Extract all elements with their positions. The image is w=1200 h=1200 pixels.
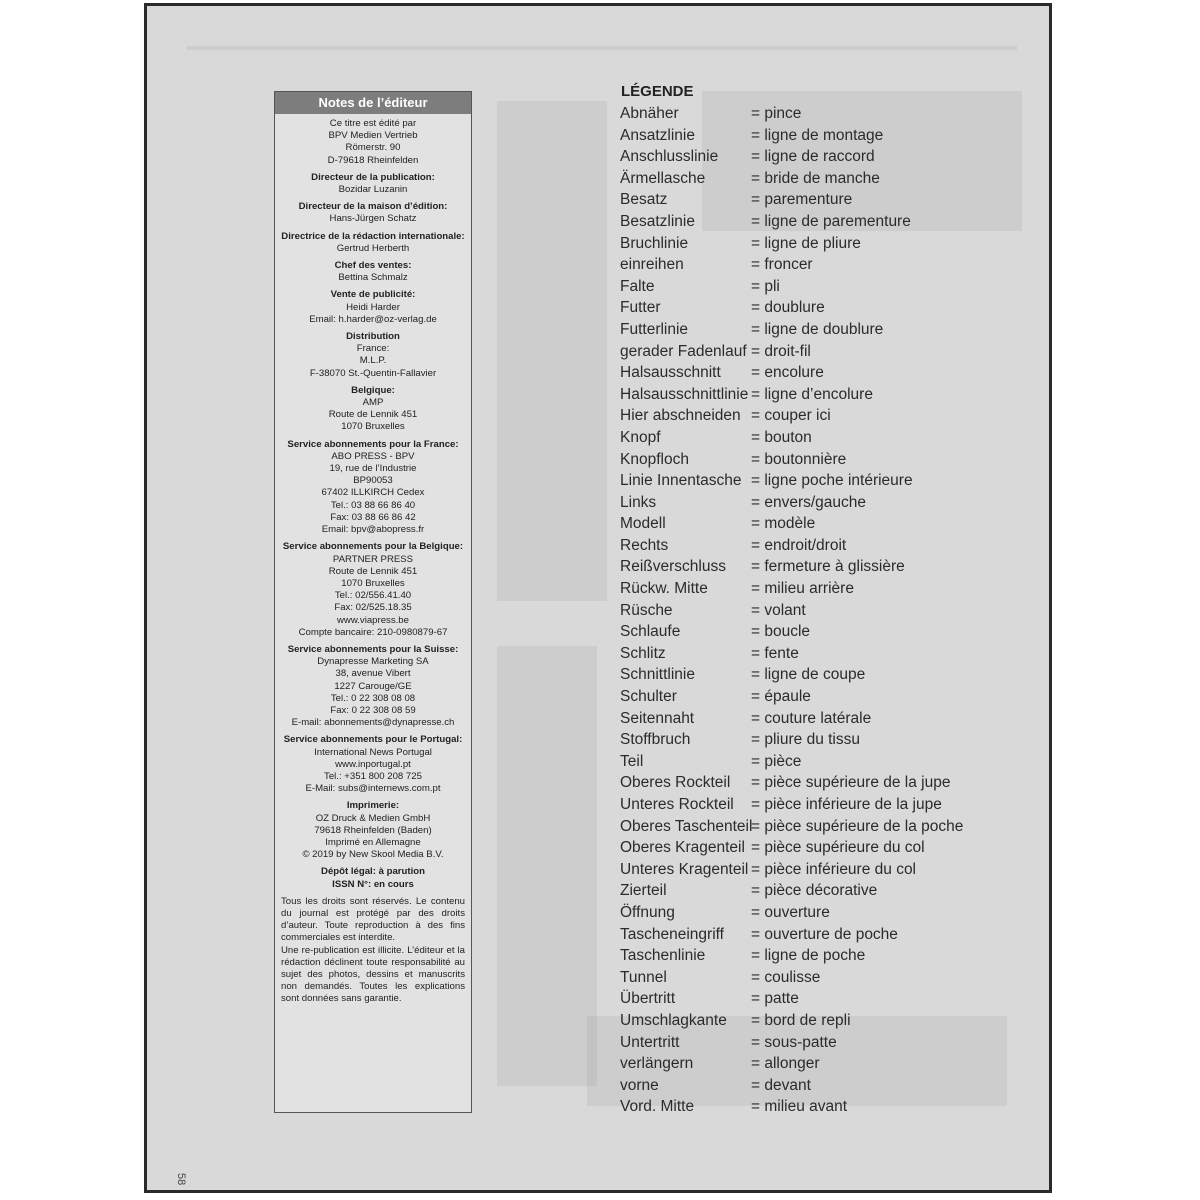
legend-entry <box>620 643 1040 665</box>
legend-term: Linie Innentasche <box>620 472 742 490</box>
notes-section <box>281 866 465 890</box>
legend-term: Rechts <box>620 536 669 554</box>
legend-translation: = ligne de doublure <box>751 320 884 338</box>
legend-entry <box>620 362 1040 384</box>
notes-section-line: Email: h.harder@oz-verlag.de <box>309 313 437 325</box>
legend-translation: = milieu avant <box>751 1098 848 1116</box>
notes-section-title: Directrice de la rédaction internationale: <box>281 230 465 242</box>
legend-term: gerader Fadenlauf <box>620 342 747 360</box>
notes-section-line: 1227 Carouge/GE <box>334 680 412 692</box>
legend-term: Öffnung <box>620 903 675 921</box>
legend-entry <box>620 125 1040 147</box>
notes-section-line: Ce titre est édité par <box>329 118 417 129</box>
legend-term: Tascheneingriff <box>620 925 724 943</box>
legend-entry <box>620 729 1040 751</box>
notes-section <box>281 734 465 795</box>
legend-term: Besatzlinie <box>620 212 695 230</box>
notes-section-line: Gertrud Herberth <box>336 242 410 254</box>
notes-section <box>281 800 465 861</box>
notes-section-line: Imprimé en Allemagne <box>325 836 421 848</box>
legend-list <box>620 103 1040 1118</box>
notes-section-line: www.inportugal.pt <box>335 758 411 770</box>
rights-paragraph: Une re-publication est illicite. L’éditeur et la rédaction déclinent toute responsabilité au sujet des photos, dessins et manuscrits non demandés. Toutes les explications sont données sans garantie. <box>281 944 465 1005</box>
legend-translation: = allonger <box>751 1055 820 1073</box>
notes-section-line: E-Mail: subs@internews.com.pt <box>305 783 441 795</box>
notes-section-line: www.viapress.be <box>337 614 409 626</box>
legend-translation: = boucle <box>751 623 811 641</box>
notes-section <box>281 260 465 284</box>
notes-section-line: Hans-Jürgen Schatz <box>329 213 417 225</box>
notes-section-line: Route de Lennik 451 <box>328 409 418 421</box>
legend-entry <box>620 535 1040 557</box>
notes-section-title: Directeur de la publication: <box>311 171 435 183</box>
notes-section-line: 38, avenue Vibert <box>335 668 411 680</box>
notes-section-line: Fax: 02/525.18.35 <box>334 602 412 614</box>
notes-section-line: PARTNER PRESS <box>332 553 414 565</box>
legend-term: Unteres Rockteil <box>620 796 734 813</box>
legend-translation: = épaule <box>751 688 811 706</box>
magazine-page <box>144 3 1052 1193</box>
legend-term: Schulter <box>620 688 677 706</box>
editor-notes-header: Notes de l’éditeur <box>275 92 471 114</box>
legend-translation: = pièce décorative <box>751 882 878 900</box>
legend-term: Oberes Kragenteil <box>620 839 745 857</box>
legend-translation: = pièce supérieure de la jupe <box>751 774 951 792</box>
legend-term: Stoffbruch <box>620 731 691 749</box>
notes-section-line: Tel.: 03 88 66 86 40 <box>330 499 416 511</box>
legend-term: Besatz <box>620 191 668 209</box>
notes-section-line: BP90053 <box>353 475 393 487</box>
notes-section-line: Email: bpv@abopress.fr <box>321 524 425 536</box>
legend-entry <box>620 470 1040 492</box>
legend-entry <box>620 924 1040 946</box>
legend-term: Modell <box>620 515 666 533</box>
legend-translation: = ligne de poche <box>751 947 866 965</box>
legend-translation: = patte <box>751 990 799 1008</box>
notes-section-line: 67402 ILLKIRCH Cedex <box>321 487 425 499</box>
page-number: 58 <box>175 1173 187 1186</box>
legend-entry <box>620 449 1040 471</box>
legend-term: Ärmellasche <box>620 169 706 187</box>
legend-translation: = pli <box>751 277 780 295</box>
notes-section-title: Belgique: <box>351 384 395 396</box>
legend-term: Tunnel <box>620 968 667 986</box>
legend-entry <box>620 492 1040 514</box>
legend-translation: = ouverture de poche <box>751 925 898 943</box>
notes-section-line: Heidi Harder <box>346 301 400 313</box>
legend-term: einreihen <box>620 256 684 274</box>
notes-section-title: Imprimerie: <box>346 800 400 812</box>
legend-term: Knopfloch <box>620 450 689 468</box>
legend-term: Untertritt <box>620 1033 680 1051</box>
legend-entry <box>620 341 1040 363</box>
legend-term: Knopf <box>620 428 661 446</box>
notes-section-line: ABO PRESS - BPV <box>331 450 415 462</box>
legend-translation: = pièce supérieure du col <box>751 839 925 857</box>
legend-translation: = devant <box>751 1076 811 1094</box>
legend-term: Taschenlinie <box>620 947 706 965</box>
notes-section <box>281 172 465 196</box>
notes-section-line: ISSN N°: en cours <box>332 878 414 890</box>
legend-translation: = boutonnière <box>751 450 847 468</box>
notes-section-line: E-mail: abonnements@dynapresse.ch <box>291 717 455 729</box>
notes-section-title: Service abonnements pour la Belgique: <box>282 541 464 553</box>
notes-section-line: France: <box>356 343 390 355</box>
notes-section <box>281 331 465 380</box>
legend-entry <box>620 556 1040 578</box>
notes-section-line: Dépôt légal: à parution <box>321 866 425 878</box>
legend-term: Anschlusslinie <box>620 148 719 166</box>
legend-term: Falte <box>620 277 655 295</box>
legend-translation: = ligne d’encolure <box>751 385 873 403</box>
legend-translation: = pièce inférieure de la jupe <box>751 796 942 813</box>
legend-entry <box>620 297 1040 319</box>
legend-term: Übertritt <box>620 990 676 1008</box>
legend-term: Halsausschnitt <box>620 364 721 382</box>
legend-entry <box>620 513 1040 535</box>
legend-term: Halsausschnittlinie <box>620 385 749 403</box>
legend-translation: = doublure <box>751 299 825 317</box>
legend-translation: = fermeture à glissière <box>751 558 905 576</box>
legend-entry <box>620 233 1040 255</box>
legend-translation: = pièce supérieure de la poche <box>751 817 964 835</box>
legend-entry <box>620 664 1040 686</box>
legend-term: Schlitz <box>620 644 666 662</box>
notes-section-line: 1070 Bruxelles <box>341 577 405 589</box>
notes-section <box>281 385 465 434</box>
notes-section-title: Service abonnements pour la France: <box>287 438 459 450</box>
legend-term: Oberes Taschenteil <box>620 817 753 835</box>
legend-term: vorne <box>620 1076 659 1094</box>
legend-translation: = ligne de montage <box>751 126 884 144</box>
legend-term: Futterlinie <box>620 320 689 338</box>
notes-section-line: 19, rue de l’Industrie <box>329 463 417 475</box>
legend-entry <box>620 1053 1040 1075</box>
legend-translation: = ligne de parementure <box>751 212 911 230</box>
notes-section-title: Vente de publicité: <box>330 289 416 301</box>
legend-entry <box>620 319 1040 341</box>
legend-term: Vord. Mitte <box>620 1098 695 1116</box>
legend-translation: = sous-patte <box>751 1033 837 1051</box>
rights-paragraph: Tous les droits sont réservés. Le contenu du journal est protégé par des droits d’auteur. Toute reproduction à des fins commerciales est interdite. <box>281 895 465 944</box>
legend-term: Rückw. Mitte <box>620 580 708 598</box>
notes-section <box>281 231 465 255</box>
legend-entry <box>620 837 1040 859</box>
legend-entry <box>620 816 1040 838</box>
notes-section-line: Tel.: 0 22 308 08 08 <box>330 692 416 704</box>
legend-translation: = pince <box>751 105 802 122</box>
rights-notice <box>281 896 465 1006</box>
legend-translation: = endroit/droit <box>751 536 847 554</box>
notes-section-line: Dynapresse Marketing SA <box>317 656 429 668</box>
legend-translation: = droit-fil <box>751 342 811 360</box>
legend-translation: = ligne de coupe <box>751 666 866 684</box>
legend-translation: = pièce inférieure du col <box>751 860 917 878</box>
legend-term: Links <box>620 493 657 511</box>
legend-translation: = coulisse <box>751 968 821 986</box>
legend-entry <box>620 103 1040 125</box>
legend-entry <box>620 967 1040 989</box>
legend-entry <box>620 772 1040 794</box>
legend-translation: = couper ici <box>751 407 831 425</box>
legend-entry <box>620 945 1040 967</box>
legend-entry <box>620 794 1040 816</box>
editor-notes-box <box>274 91 472 1113</box>
legend-term: Hier abschneiden <box>620 407 741 425</box>
legend-entry <box>620 211 1040 233</box>
notes-section-line: BPV Medien Vertrieb <box>328 130 418 142</box>
legend-translation: = encolure <box>751 364 824 382</box>
notes-section-line: 1070 Bruxelles <box>341 421 405 433</box>
legend-entry <box>620 1010 1040 1032</box>
legend-term: Futter <box>620 299 661 317</box>
notes-section-line: D-79618 Rheinfelden <box>327 154 419 166</box>
legend-entry <box>620 988 1040 1010</box>
legend-term: Zierteil <box>620 882 667 900</box>
notes-section <box>281 439 465 537</box>
legend-translation: = froncer <box>751 256 813 274</box>
notes-section-line: © 2019 by New Skool Media B.V. <box>302 849 444 861</box>
legend-entry <box>620 686 1040 708</box>
legend-translation: = envers/gauche <box>751 493 867 511</box>
legend-term: Teil <box>620 752 644 770</box>
legend-entry <box>620 708 1040 730</box>
legend-entry <box>620 146 1040 168</box>
legend-term: Ansatzlinie <box>620 126 695 144</box>
notes-section-line: Bozidar Luzanin <box>338 184 408 196</box>
legend-entry <box>620 600 1040 622</box>
legend-translation: = ouverture <box>751 903 830 921</box>
legend-translation: = ligne de pliure <box>751 234 861 252</box>
legend-entry <box>620 168 1040 190</box>
legend-entry <box>620 578 1040 600</box>
legend-entry <box>620 189 1040 211</box>
legend-title: LÉGENDE <box>621 83 694 100</box>
notes-section-line: F-38070 St.-Quentin-Fallavier <box>309 367 437 379</box>
legend-translation: = volant <box>751 601 806 619</box>
legend-entry <box>620 254 1040 276</box>
notes-section-title: Service abonnements pour le Portugal: <box>283 734 463 746</box>
legend-term: Rüsche <box>620 601 673 619</box>
legend-entry <box>620 902 1040 924</box>
notes-section <box>281 289 465 326</box>
legend-entry <box>620 621 1040 643</box>
notes-section-title: Service abonnements pour la Suisse: <box>287 643 459 655</box>
legend-translation: = ligne poche intérieure <box>751 472 913 490</box>
notes-section-line: 79618 Rheinfelden (Baden) <box>314 824 432 836</box>
legend-entry <box>620 1032 1040 1054</box>
notes-section-line: Tel.: +351 800 208 725 <box>324 770 422 782</box>
notes-section-line: OZ Druck & Medien GmbH <box>315 812 431 824</box>
notes-section-line: Route de Lennik 451 <box>328 565 418 577</box>
legend-translation: = ligne de raccord <box>751 148 875 166</box>
notes-section-line: International News Portugal <box>314 746 432 758</box>
notes-section <box>281 118 465 167</box>
notes-section <box>281 201 465 225</box>
legend-entry <box>620 384 1040 406</box>
notes-section-line: Bettina Schmalz <box>338 272 408 284</box>
legend-entry <box>620 405 1040 427</box>
legend-term: Umschlagkante <box>620 1011 727 1029</box>
notes-section-line: Tel.: 02/556.41.40 <box>334 590 412 602</box>
legend-term: Unteres Kragenteil <box>620 860 749 878</box>
legend-entry <box>620 880 1040 902</box>
notes-section <box>281 644 465 729</box>
notes-section-line: Compte bancaire: 210-0980879-67 <box>298 626 448 638</box>
legend-entry <box>620 1096 1040 1118</box>
legend-translation: = bouton <box>751 428 812 446</box>
notes-section-line: Römerstr. 90 <box>345 142 401 154</box>
editor-notes-body <box>275 114 471 1006</box>
legend-translation: = couture latérale <box>751 709 872 727</box>
legend-translation: = bord de repli <box>751 1011 851 1029</box>
legend-entry <box>620 859 1040 881</box>
legend-entry <box>620 1075 1040 1097</box>
legend-translation: = pièce <box>751 752 802 770</box>
legend-term: verlängern <box>620 1055 694 1073</box>
legend-term: Schnittlinie <box>620 666 695 684</box>
legend-translation: = modèle <box>751 515 816 533</box>
legend-term: Schlaufe <box>620 623 681 641</box>
legend-translation: = parementure <box>751 191 853 209</box>
legend-term: Bruchlinie <box>620 234 689 252</box>
legend-term: Oberes Rockteil <box>620 774 731 792</box>
notes-section-title: Directeur de la maison d’édition: <box>298 201 448 213</box>
legend-entry <box>620 276 1040 298</box>
notes-section-line: Fax: 03 88 66 86 42 <box>330 511 416 523</box>
legend-translation: = milieu arrière <box>751 580 854 598</box>
legend-translation: = pliure du tissu <box>751 731 860 749</box>
legend-entry <box>620 751 1040 773</box>
notes-section <box>281 541 465 639</box>
notes-section-title: Distribution <box>346 331 400 343</box>
legend-translation: = bride de manche <box>751 169 880 187</box>
legend-translation: = fente <box>751 644 799 662</box>
notes-section-line: M.L.P. <box>359 355 387 367</box>
notes-section-line: Fax: 0 22 308 08 59 <box>330 704 416 716</box>
legend-term: Seitennaht <box>620 709 695 727</box>
legend-entry <box>620 427 1040 449</box>
notes-section-line: AMP <box>362 397 384 409</box>
notes-section-title: Chef des ventes: <box>334 260 412 272</box>
legend-term: Reißverschluss <box>620 558 726 576</box>
legend-term: Abnäher <box>620 105 679 122</box>
